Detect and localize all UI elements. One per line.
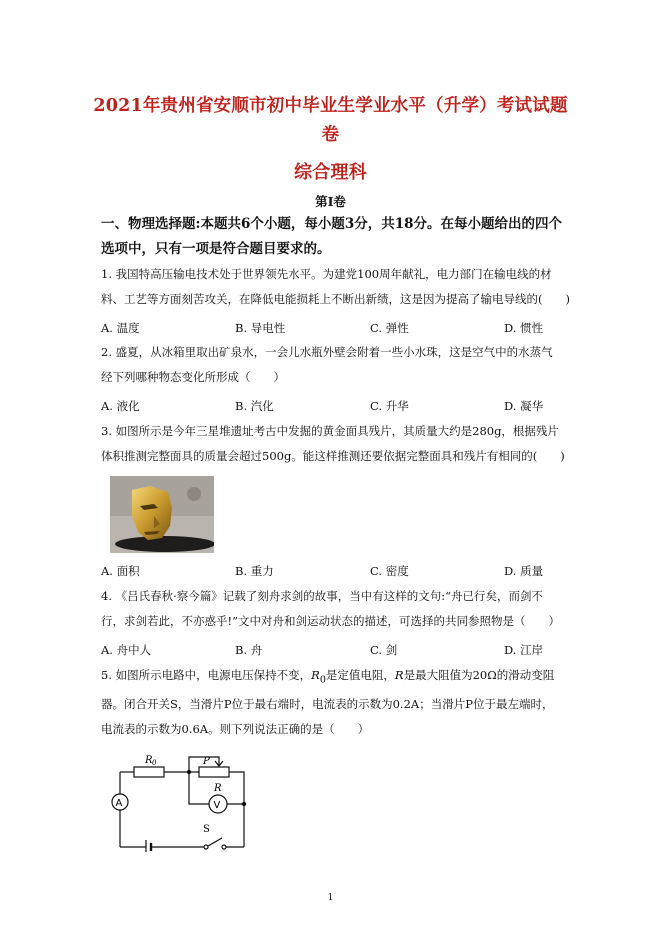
exam-title-line2: 卷 (321, 125, 340, 145)
exam-subtitle: 综合理科 (294, 162, 367, 183)
question-4 (101, 584, 567, 634)
option-c: C. 剑 (370, 643, 398, 657)
question-1-options (101, 320, 571, 340)
option-d: D. 质量 (504, 564, 544, 578)
page-number: 1 (327, 893, 334, 903)
label-r: R (214, 783, 222, 794)
question-2 (101, 340, 567, 390)
q5-symbol-r0: R (311, 668, 320, 682)
q5-text-b: 是定值电阻， (325, 668, 395, 682)
q5-symbol-r: R (394, 668, 404, 682)
section-line-2: 选项中，只有一项是符合题目要求的。 (101, 241, 331, 257)
rheostat-r (199, 767, 229, 777)
option-c: C. 升华 (370, 399, 409, 413)
question-3-line-1: 3. 如图所示是今年三星堆遗址考古中发掘的黄金面具残片，其质量大约是280g，根据残片 (101, 424, 559, 438)
option-b: B. 舟 (235, 643, 263, 657)
question-5-line-1 (101, 663, 567, 692)
circuit-diagram (104, 752, 264, 852)
label-switch: S (203, 824, 210, 835)
question-3-options (101, 563, 571, 583)
label-ammeter: A (115, 798, 123, 809)
question-2-line-2: 经下列哪种物态变化所形成（ ） (101, 370, 285, 384)
option-b: B. 汽化 (235, 399, 274, 413)
question-1 (101, 262, 570, 312)
label-voltmeter: V (213, 800, 221, 811)
option-c: C. 密度 (370, 564, 409, 578)
option-c: C. 弹性 (370, 321, 409, 335)
question-4-line-1: 4. 《吕氏春秋·察今篇》记载了刻舟求剑的故事，当中有这样的文句:“舟已行矣，而剑不 (101, 589, 544, 603)
question-1-line-1: 1. 我国特高压输电技术处于世界领先水平。为建党100周年献礼，电力部门在输电线的材 (101, 267, 552, 281)
exam-title-line1: 2021年贵州省安顺市初中毕业生学业水平（升学）考试试题 (93, 96, 568, 116)
option-a: A. 温度 (101, 321, 140, 335)
question-2-options (101, 398, 571, 418)
volume-heading: 第Ⅰ卷 (315, 194, 346, 209)
option-a: A. 液化 (101, 399, 140, 413)
section-line-1: 一、物理选择题:本题共6个小题，每小题3分，共18分。在每小题给出的四个 (101, 216, 563, 232)
label-r0: R (145, 755, 153, 766)
question-1-line-2: 料、工艺等方面刻苦攻关，在降低电能损耗上不断出新绩，这是因为提高了输电导线的( ) (101, 292, 570, 306)
golden-mask-photo (110, 476, 214, 553)
question-4-line-2: 行，求剑若此，不亦惑乎!”文中对舟和剑运动状态的描述，可选择的共同参照物是（ ） (101, 614, 560, 628)
q5-text-a: 5. 如图所示电路中，电源电压保持不变， (101, 668, 312, 682)
q5-text-c: 是最大阻值为20Ω的滑动变阻 (403, 668, 555, 682)
option-d: D. 江岸 (504, 643, 544, 657)
question-5 (101, 663, 567, 742)
option-a: A. 舟中人 (101, 643, 152, 657)
question-3 (101, 419, 567, 469)
q5-symbol-r0-sub: 0 (319, 674, 326, 686)
question-5-line-2: 器。闭合开关S，当滑片P位于最右端时，电流表的示数为0.2A；当滑片P位于最左端时， (101, 697, 554, 712)
resistor-r0 (134, 767, 164, 777)
option-d: D. 凝华 (504, 399, 544, 413)
question-5-line-3: 电流表的示数为0.6A。则下列说法正确的是（ ） (101, 722, 370, 737)
question-3-line-2: 体积推测完整面具的质量会超过500g。能这样推测还要依据完整面具和残片有相同的( ) (101, 449, 565, 463)
label-r0-sub: 0 (152, 759, 157, 767)
option-d: D. 惯性 (504, 321, 544, 335)
option-b: B. 重力 (235, 564, 274, 578)
option-a: A. 面积 (101, 564, 140, 578)
section-instructions (101, 212, 571, 262)
option-b: B. 导电性 (235, 321, 286, 335)
label-p: P (203, 756, 210, 767)
question-4-options (101, 642, 571, 662)
question-2-line-1: 2. 盛夏，从冰箱里取出矿泉水，一会儿水瓶外壁会附着一些小水珠，这是空气中的水蒸气 (101, 345, 553, 359)
